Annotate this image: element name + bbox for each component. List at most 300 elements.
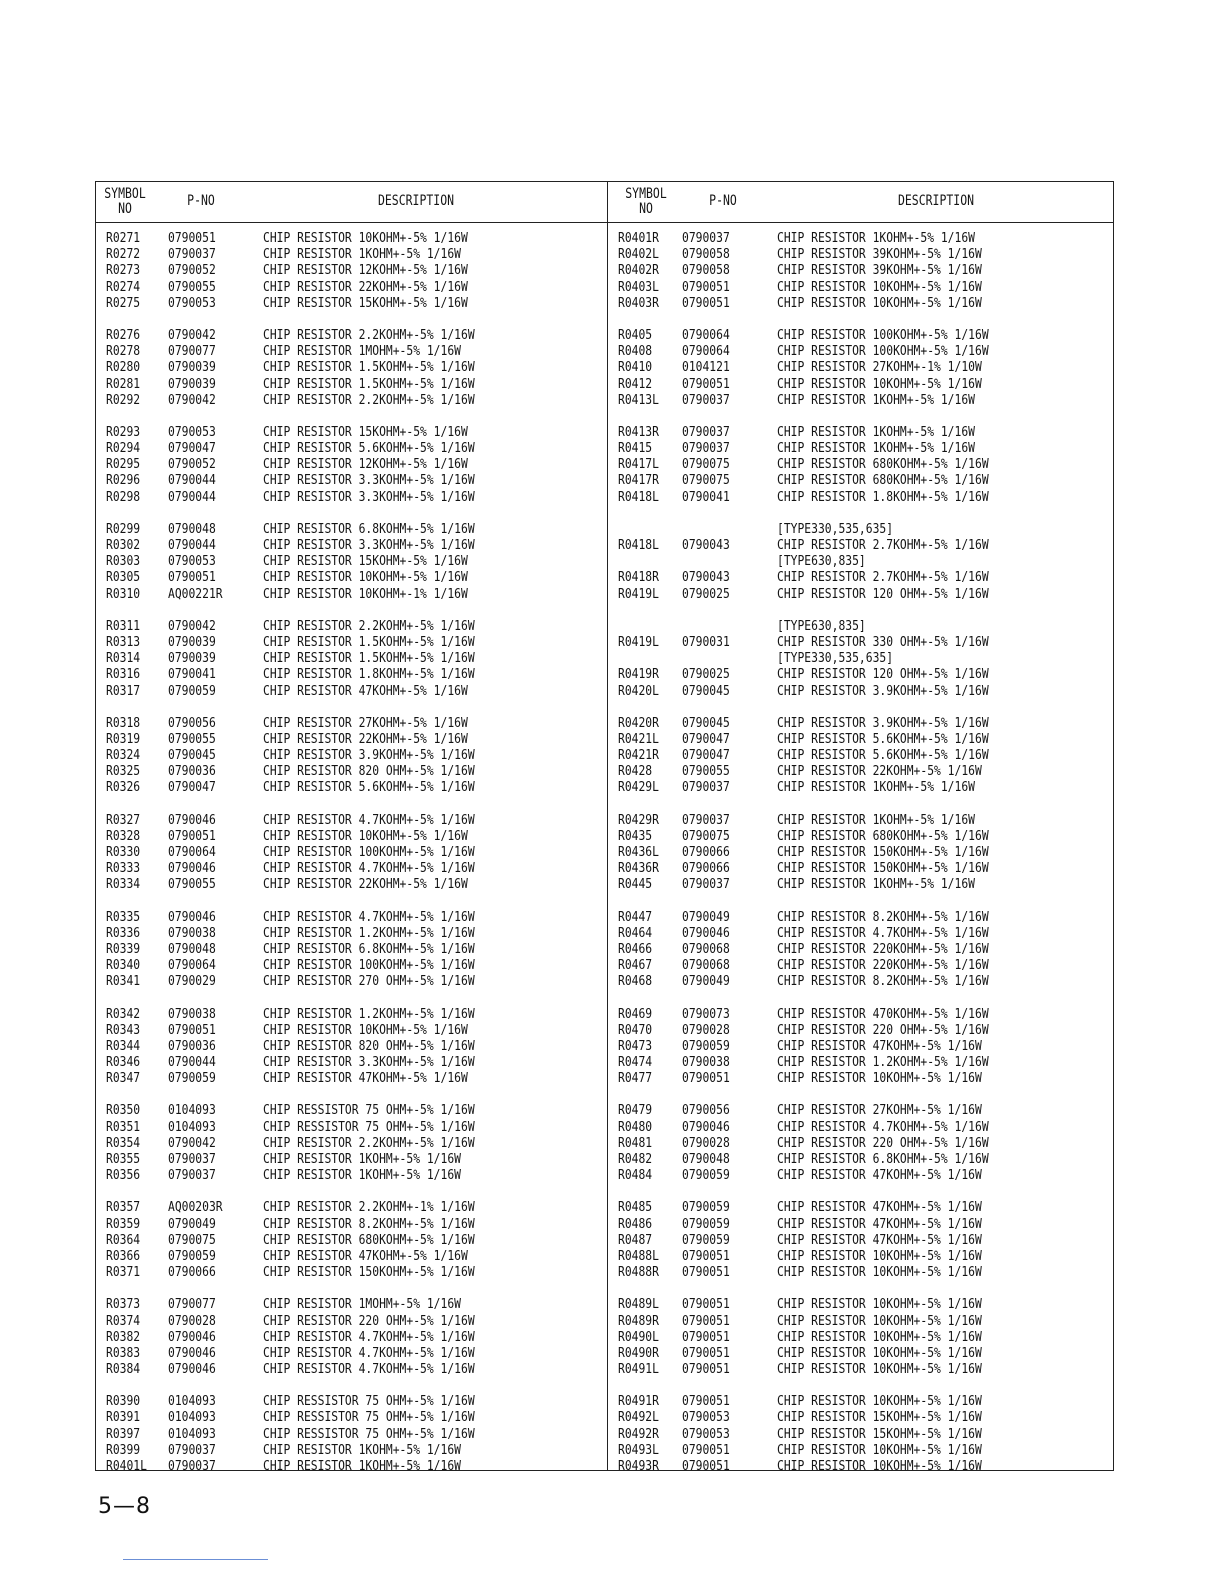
table-row: [616, 876, 1116, 892]
part-number-cell: 0790037: [682, 230, 730, 246]
part-number-cell: 0790042: [168, 1134, 216, 1151]
part-number-cell: 0790046: [168, 860, 216, 877]
description-cell: CHIP RESISTOR 22KOHM+-5% 1/16W: [263, 876, 468, 893]
header-divider: [96, 222, 1113, 223]
description-cell: CHIP RESISTOR 8.2KOHM+-5% 1/16W: [263, 1215, 475, 1232]
description-cell: [TYPE330,535,635]: [777, 520, 894, 537]
description-cell: CHIP RESISTOR 2.2KOHM+-5% 1/16W: [263, 617, 475, 634]
table-row: [616, 1167, 1116, 1183]
symbol-cell: R0489L: [618, 1296, 659, 1313]
part-number-cell: 0790051: [168, 1021, 216, 1038]
table-row: [102, 812, 602, 828]
table-row: [616, 1329, 1116, 1345]
table-row: [616, 295, 1116, 311]
part-number-cell: 0104093: [168, 1102, 216, 1119]
part-number-cell: 0790047: [682, 730, 730, 747]
description-cell: CHIP RESSISTOR 75 OHM+-5% 1/16W: [263, 1102, 475, 1119]
table-row: [102, 909, 602, 925]
description-cell: CHIP RESISTOR 15KOHM+-5% 1/16W: [777, 1425, 982, 1442]
description-cell: CHIP RESISTOR 1KOHM+-5% 1/16W: [263, 1151, 461, 1167]
symbol-cell: R0403R: [618, 294, 659, 311]
description-cell: CHIP RESISTOR 3.9KOHM+-5% 1/16W: [777, 682, 989, 699]
row-group: [616, 618, 1116, 699]
part-number-cell: 0790041: [682, 488, 730, 505]
description-cell: CHIP RESISTOR 10KOHM+-5% 1/16W: [777, 1361, 982, 1378]
table-row: [102, 941, 602, 957]
symbol-cell: R0419L: [618, 633, 659, 650]
table-row: [616, 715, 1116, 731]
part-number-cell: 0790048: [168, 520, 216, 537]
symbol-cell: R0467: [618, 957, 653, 974]
part-number-cell: 0790042: [168, 617, 216, 634]
description-cell: CHIP RESSISTOR 75 OHM+-5% 1/16W: [263, 1118, 475, 1135]
part-number-cell: 0790045: [168, 747, 216, 764]
table-row: [102, 1038, 602, 1054]
part-number-cell: 0790059: [168, 682, 216, 699]
symbol-cell: R0274: [106, 278, 141, 295]
part-number-cell: 0790053: [168, 553, 216, 570]
table-row: [616, 650, 1116, 666]
description-cell: CHIP RESISTOR 3.3KOHM+-5% 1/16W: [263, 537, 475, 553]
right-column: [616, 230, 1116, 1490]
description-cell: CHIP RESISTOR 330 OHM+-5% 1/16W: [777, 633, 989, 650]
table-row: [616, 230, 1116, 246]
table-row: [616, 521, 1116, 537]
part-number-cell: 0790051: [682, 1361, 730, 1378]
table-row: [102, 1119, 602, 1135]
description-cell: CHIP RESISTOR 150KOHM+-5% 1/16W: [777, 844, 989, 860]
table-row: [102, 1313, 602, 1329]
symbol-cell: R0468: [618, 973, 653, 990]
row-group: [616, 1199, 1116, 1280]
part-number-cell: 0790075: [168, 1231, 216, 1248]
table-row: [102, 1329, 602, 1345]
part-number-cell: 0790075: [682, 827, 730, 844]
description-cell: CHIP RESISTOR 10KOHM+-5% 1/16W: [777, 1312, 982, 1329]
header-symbol-right: [618, 187, 674, 217]
description-cell: CHIP RESISTOR 6.8KOHM+-5% 1/16W: [263, 940, 475, 957]
description-cell: CHIP RESISTOR 47KOHM+-5% 1/16W: [777, 1215, 982, 1232]
description-cell: CHIP RESISTOR 1.8KOHM+-5% 1/16W: [777, 488, 989, 505]
table-row: [102, 279, 602, 295]
table-row: [102, 1167, 602, 1183]
symbol-cell: R0481: [618, 1134, 653, 1151]
part-number-cell: 0790066: [682, 844, 730, 860]
table-row: [102, 715, 602, 731]
description-cell: CHIP RESISTOR 1.2KOHM+-5% 1/16W: [263, 1005, 475, 1022]
symbol-cell: R0272: [106, 246, 141, 263]
part-number-cell: 0790077: [168, 343, 216, 360]
symbol-cell: R0391: [106, 1409, 141, 1426]
description-cell: CHIP RESISTOR 10KOHM+-5% 1/16W: [777, 1393, 982, 1410]
table-row: [616, 553, 1116, 569]
description-cell: CHIP RESISTOR 10KOHM+-5% 1/16W: [777, 1070, 982, 1087]
symbol-cell: R0342: [106, 1005, 141, 1022]
part-number-cell: 0790043: [682, 537, 730, 553]
symbol-cell: R0311: [106, 617, 141, 634]
symbol-cell: R0421L: [618, 730, 659, 747]
description-cell: CHIP RESISTOR 2.7KOHM+-5% 1/16W: [777, 569, 989, 586]
part-number-cell: 0790052: [168, 262, 216, 279]
symbol-cell: R0489R: [618, 1312, 659, 1329]
symbol-cell: R0493L: [618, 1441, 659, 1458]
symbol-cell: R0328: [106, 827, 141, 844]
part-number-cell: 0790058: [682, 262, 730, 279]
part-number-cell: 0790029: [168, 973, 216, 990]
description-cell: CHIP RESISTOR 10KOHM+-5% 1/16W: [777, 278, 982, 295]
symbol-cell: R0436L: [618, 844, 659, 860]
description-cell: CHIP RESISTOR 1KOHM+-5% 1/16W: [263, 1167, 461, 1184]
symbol-cell: R0303: [106, 553, 141, 570]
symbol-cell: R0334: [106, 876, 141, 893]
header-pno-right: P-NO: [709, 193, 737, 209]
symbol-cell: R0428: [618, 763, 653, 780]
table-row: [616, 489, 1116, 505]
symbol-cell: R0488R: [618, 1264, 659, 1281]
symbol-cell: R0492L: [618, 1409, 659, 1426]
table-row: [616, 731, 1116, 747]
part-number-cell: 0790064: [682, 326, 730, 343]
table-row: [616, 1361, 1116, 1377]
part-number-cell: 0790044: [168, 472, 216, 489]
table-row: [102, 1426, 602, 1442]
part-number-cell: 0790036: [168, 763, 216, 780]
description-cell: CHIP RESISTOR 5.6KOHM+-5% 1/16W: [777, 730, 989, 747]
table-row: [616, 1313, 1116, 1329]
part-number-cell: 0790037: [168, 246, 216, 263]
symbol-cell: R0294: [106, 440, 141, 457]
symbol-cell: R0356: [106, 1167, 141, 1184]
symbol-cell: R0469: [618, 1005, 653, 1022]
table-row: [102, 666, 602, 682]
symbol-cell: R0474: [618, 1054, 653, 1071]
description-cell: CHIP RESISTOR 2.2KOHM+-5% 1/16W: [263, 391, 475, 408]
symbol-cell: R0418L: [618, 488, 659, 505]
table-row: [616, 586, 1116, 602]
description-cell: CHIP RESISTOR 1KOHM+-5% 1/16W: [777, 391, 975, 408]
part-number-cell: 0790064: [168, 957, 216, 974]
description-cell: CHIP RESISTOR 47KOHM+-5% 1/16W: [263, 1247, 468, 1264]
part-number-cell: 0790066: [168, 1264, 216, 1281]
header-symbol-label: SYMBOL: [625, 186, 667, 202]
description-cell: CHIP RESISTOR 120 OHM+-5% 1/16W: [777, 666, 989, 683]
table-row: [616, 763, 1116, 779]
symbol-cell: R0339: [106, 940, 141, 957]
table-row: [616, 1393, 1116, 1409]
table-row: [102, 763, 602, 779]
symbol-cell: R0327: [106, 811, 141, 828]
page-number: 5—8: [98, 1494, 151, 1519]
symbol-cell: R0429L: [618, 779, 659, 796]
part-number-cell: 0790037: [682, 423, 730, 440]
table-row: [616, 779, 1116, 795]
table-row: [616, 828, 1116, 844]
description-cell: CHIP RESISTOR 3.3KOHM+-5% 1/16W: [263, 472, 475, 489]
description-cell: CHIP RESISTOR 47KOHM+-5% 1/16W: [777, 1199, 982, 1216]
symbol-cell: R0491R: [618, 1393, 659, 1410]
table-row: [616, 343, 1116, 359]
table-row: [616, 440, 1116, 456]
table-row: [102, 634, 602, 650]
table-row: [616, 1296, 1116, 1312]
symbol-cell: R0397: [106, 1425, 141, 1442]
part-number-cell: 0790039: [168, 375, 216, 392]
table-row: [102, 731, 602, 747]
part-number-cell: 0790047: [168, 779, 216, 796]
symbol-cell: R0340: [106, 957, 141, 974]
part-number-cell: 0790051: [682, 278, 730, 295]
part-number-cell: 0790051: [682, 1344, 730, 1361]
part-number-cell: 0790025: [682, 585, 730, 602]
symbol-cell: R0299: [106, 520, 141, 537]
bottom-rule: [123, 1559, 268, 1560]
table-row: [102, 230, 602, 246]
description-cell: CHIP RESISTOR 10KOHM+-5% 1/16W: [777, 1264, 982, 1281]
description-cell: CHIP RESISTOR 1KOHM+-5% 1/16W: [777, 811, 975, 828]
symbol-cell: R0491L: [618, 1361, 659, 1378]
symbol-cell: R0419L: [618, 585, 659, 602]
row-group: [102, 715, 602, 796]
table-row: [102, 295, 602, 311]
table-row: [616, 1038, 1116, 1054]
part-number-cell: 0790039: [168, 633, 216, 650]
symbol-cell: R0333: [106, 860, 141, 877]
part-number-cell: 0790059: [682, 1215, 730, 1232]
part-number-cell: 0104121: [682, 359, 730, 376]
row-group: [616, 327, 1116, 408]
part-number-cell: 0790075: [682, 456, 730, 473]
row-group: [616, 230, 1116, 311]
symbol-cell: R0310: [106, 585, 141, 602]
table-row: [616, 925, 1116, 941]
description-cell: CHIP RESISTOR 3.3KOHM+-5% 1/16W: [263, 1054, 475, 1071]
table-row: [102, 1264, 602, 1280]
description-cell: [TYPE630,835]: [777, 617, 866, 634]
table-row: [102, 973, 602, 989]
table-row: [102, 1409, 602, 1425]
part-number-cell: 0790028: [682, 1134, 730, 1151]
symbol-cell: R0275: [106, 294, 141, 311]
part-number-cell: 0790049: [682, 973, 730, 990]
description-cell: CHIP RESISTOR 10KOHM+-1% 1/16W: [263, 585, 468, 602]
symbol-cell: R0487: [618, 1231, 653, 1248]
description-cell: CHIP RESSISTOR 75 OHM+-5% 1/16W: [263, 1393, 475, 1410]
description-cell: CHIP RESISTOR 1KOHM+-5% 1/16W: [263, 246, 461, 263]
description-cell: CHIP RESISTOR 10KOHM+-5% 1/16W: [263, 230, 468, 246]
symbol-cell: R0421R: [618, 747, 659, 764]
part-number-cell: 0790055: [168, 278, 216, 295]
description-cell: CHIP RESISTOR 2.2KOHM+-1% 1/16W: [263, 1199, 475, 1216]
description-cell: CHIP RESISTOR 1.8KOHM+-5% 1/16W: [263, 666, 475, 683]
description-cell: CHIP RESISTOR 120 OHM+-5% 1/16W: [777, 585, 989, 602]
description-cell: CHIP RESISTOR 100KOHM+-5% 1/16W: [777, 343, 989, 360]
description-cell: CHIP RESISTOR 220 OHM+-5% 1/16W: [263, 1312, 475, 1329]
description-cell: CHIP RESSISTOR 75 OHM+-5% 1/16W: [263, 1425, 475, 1442]
row-group: [102, 1296, 602, 1377]
description-cell: CHIP RESISTOR 220KOHM+-5% 1/16W: [777, 957, 989, 974]
symbol-cell: R0435: [618, 827, 653, 844]
symbol-cell: R0326: [106, 779, 141, 796]
description-cell: CHIP RESISTOR 5.6KOHM+-5% 1/16W: [777, 747, 989, 764]
row-group: [102, 812, 602, 893]
description-cell: CHIP RESISTOR 4.7KOHM+-5% 1/16W: [777, 1118, 989, 1135]
description-cell: CHIP RESISTOR 8.2KOHM+-5% 1/16W: [777, 973, 989, 990]
symbol-cell: R0402L: [618, 246, 659, 263]
symbol-cell: R0490R: [618, 1344, 659, 1361]
description-cell: CHIP RESISTOR 1KOHM+-5% 1/16W: [777, 230, 975, 246]
table-row: [616, 1442, 1116, 1458]
table-row: [102, 1151, 602, 1167]
symbol-cell: R0293: [106, 423, 141, 440]
table-row: [102, 683, 602, 699]
part-number-cell: 0790059: [682, 1231, 730, 1248]
table-row: [616, 1151, 1116, 1167]
symbol-cell: R0325: [106, 763, 141, 780]
table-row: [102, 489, 602, 505]
part-number-cell: 0790051: [682, 294, 730, 311]
description-cell: CHIP RESISTOR 680KOHM+-5% 1/16W: [263, 1231, 475, 1248]
table-row: [102, 828, 602, 844]
symbol-cell: R0488L: [618, 1247, 659, 1264]
symbol-cell: R0477: [618, 1070, 653, 1087]
part-number-cell: 0790051: [682, 1441, 730, 1458]
part-number-cell: 0790038: [168, 924, 216, 941]
description-cell: CHIP RESISTOR 1KOHM+-5% 1/16W: [263, 1441, 461, 1458]
table-row: [102, 925, 602, 941]
part-number-cell: 0790044: [168, 537, 216, 553]
table-row: [102, 1102, 602, 1118]
symbol-cell: R0314: [106, 650, 141, 667]
part-number-cell: 0790046: [168, 1328, 216, 1345]
part-number-cell: 0790051: [682, 1264, 730, 1281]
description-cell: CHIP RESISTOR 220KOHM+-5% 1/16W: [777, 940, 989, 957]
symbol-cell: R0355: [106, 1151, 141, 1167]
symbol-cell: R0319: [106, 730, 141, 747]
symbol-cell: R0341: [106, 973, 141, 990]
description-cell: CHIP RESISTOR 220 OHM+-5% 1/16W: [777, 1134, 989, 1151]
symbol-cell: R0401R: [618, 230, 659, 246]
table-row: [616, 472, 1116, 488]
description-cell: CHIP RESISTOR 1MOHM+-5% 1/16W: [263, 1296, 461, 1313]
description-cell: CHIP RESISTOR 15KOHM+-5% 1/16W: [777, 1409, 982, 1426]
table-row: [102, 779, 602, 795]
part-number-cell: 0790055: [168, 730, 216, 747]
symbol-cell: R0418L: [618, 537, 659, 553]
part-number-cell: 0790037: [682, 876, 730, 893]
row-group: [102, 618, 602, 699]
symbol-cell: R0466: [618, 940, 653, 957]
symbol-cell: R0344: [106, 1037, 141, 1054]
part-number-cell: 0790046: [682, 1118, 730, 1135]
description-cell: CHIP RESISTOR 1.5KOHM+-5% 1/16W: [263, 375, 475, 392]
symbol-cell: R0484: [618, 1167, 653, 1184]
part-number-cell: 0790037: [682, 779, 730, 796]
table-row: [616, 262, 1116, 278]
description-cell: CHIP RESISTOR 10KOHM+-5% 1/16W: [263, 1021, 468, 1038]
part-number-cell: 0790047: [168, 440, 216, 457]
table-row: [616, 666, 1116, 682]
table-row: [616, 392, 1116, 408]
part-number-cell: 0790028: [682, 1021, 730, 1038]
part-number-cell: 0790037: [168, 1151, 216, 1167]
description-cell: CHIP RESISTOR 10KOHM+-5% 1/16W: [777, 1296, 982, 1313]
symbol-cell: R0486: [618, 1215, 653, 1232]
table-row: [102, 521, 602, 537]
table-row: [102, 553, 602, 569]
row-group: [102, 1102, 602, 1183]
row-group: [616, 424, 1116, 505]
symbol-cell: R0383: [106, 1344, 141, 1361]
part-number-cell: 0790042: [168, 391, 216, 408]
symbol-cell: R0359: [106, 1215, 141, 1232]
table-row: [616, 1458, 1116, 1474]
table-row: [102, 1232, 602, 1248]
symbol-cell: R0273: [106, 262, 141, 279]
symbol-cell: R0473: [618, 1037, 653, 1054]
description-cell: CHIP RESISTOR 47KOHM+-5% 1/16W: [777, 1037, 982, 1054]
symbol-cell: R0493R: [618, 1458, 659, 1474]
description-cell: CHIP RESISTOR 47KOHM+-5% 1/16W: [777, 1167, 982, 1184]
table-row: [616, 1216, 1116, 1232]
part-number-cell: 0104093: [168, 1409, 216, 1426]
symbol-cell: R0485: [618, 1199, 653, 1216]
symbol-cell: R0330: [106, 844, 141, 860]
left-column: [102, 230, 602, 1490]
part-number-cell: 0790051: [682, 375, 730, 392]
description-cell: CHIP RESISTOR 1KOHM+-5% 1/16W: [777, 876, 975, 893]
symbol-cell: R0415: [618, 440, 653, 457]
part-number-cell: 0790028: [168, 1312, 216, 1329]
description-cell: CHIP RESISTOR 470KOHM+-5% 1/16W: [777, 1005, 989, 1022]
symbol-cell: R0280: [106, 359, 141, 376]
description-cell: CHIP RESISTOR 10KOHM+-5% 1/16W: [263, 569, 468, 586]
symbol-cell: R0271: [106, 230, 141, 246]
part-number-cell: 0104093: [168, 1425, 216, 1442]
part-number-cell: 0790041: [168, 666, 216, 683]
description-cell: CHIP RESISTOR 680KOHM+-5% 1/16W: [777, 472, 989, 489]
description-cell: CHIP RESISTOR 1.5KOHM+-5% 1/16W: [263, 633, 475, 650]
table-row: [616, 941, 1116, 957]
part-number-cell: 0790025: [682, 666, 730, 683]
symbol-cell: R0364: [106, 1231, 141, 1248]
table-row: [102, 1393, 602, 1409]
part-number-cell: 0790053: [168, 294, 216, 311]
description-cell: CHIP RESISTOR 1MOHM+-5% 1/16W: [263, 343, 461, 360]
description-cell: CHIP RESISTOR 1.5KOHM+-5% 1/16W: [263, 650, 475, 667]
part-number-cell: 0790056: [682, 1102, 730, 1119]
table-row: [102, 1296, 602, 1312]
symbol-cell: R0278: [106, 343, 141, 360]
part-number-cell: 0790039: [168, 650, 216, 667]
description-cell: CHIP RESISTOR 15KOHM+-5% 1/16W: [263, 423, 468, 440]
symbol-cell: R0382: [106, 1328, 141, 1345]
part-number-cell: 0790031: [682, 633, 730, 650]
table-row: [102, 844, 602, 860]
part-number-cell: 0790038: [168, 1005, 216, 1022]
symbol-cell: R0292: [106, 391, 141, 408]
description-cell: CHIP RESISTOR 3.3KOHM+-5% 1/16W: [263, 488, 475, 505]
table-row: [616, 1409, 1116, 1425]
part-number-cell: 0790051: [168, 569, 216, 586]
table-row: [102, 537, 602, 553]
part-number-cell: 0790049: [682, 908, 730, 925]
part-number-cell: 0790051: [682, 1312, 730, 1329]
part-number-cell: 0790059: [168, 1070, 216, 1087]
table-row: [616, 683, 1116, 699]
description-cell: CHIP RESISTOR 12KOHM+-5% 1/16W: [263, 456, 468, 473]
description-cell: CHIP RESISTOR 10KOHM+-5% 1/16W: [777, 1344, 982, 1361]
symbol-cell: R0464: [618, 924, 653, 941]
